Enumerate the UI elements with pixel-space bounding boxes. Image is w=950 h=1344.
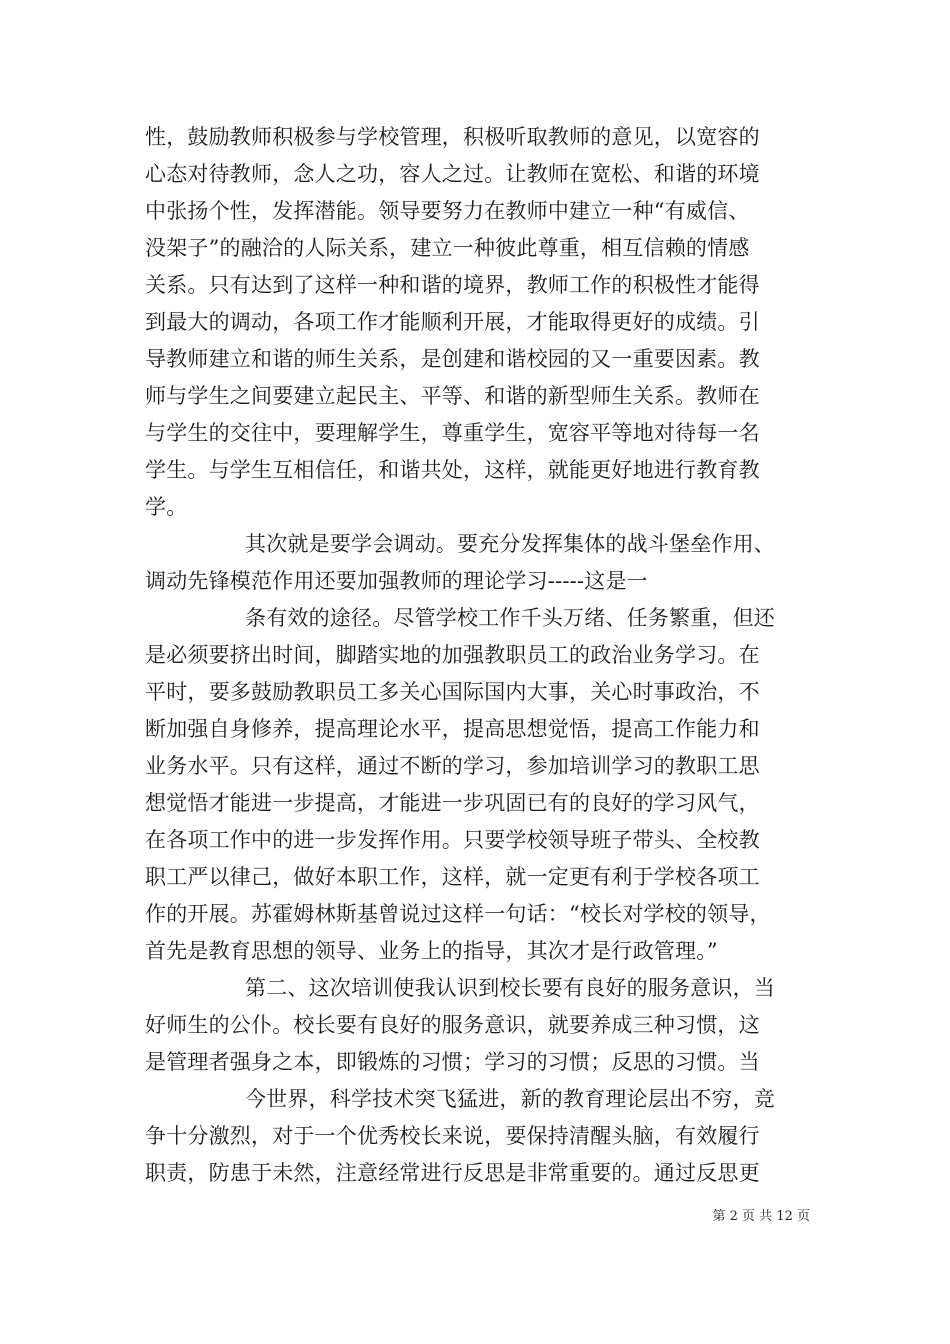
text-line: 职工严以律己，做好本职工作，这样，就一定更有利于学校各项工 xyxy=(145,865,760,889)
text-line: 断加强自身修养，提高理论水平，提高思想觉悟，提高工作能力和 xyxy=(145,717,760,741)
text-line: 作的开展。苏霍姆林斯基曾说过这样一句话：“校长对学校的领导， xyxy=(145,902,771,926)
text-line: 导教师建立和谐的师生关系，是创建和谐校园的又一重要因素。教 xyxy=(145,347,760,371)
text-line: 学生。与学生互相信任，和谐共处，这样，就能更好地进行教育教 xyxy=(145,458,760,482)
text-line: 争十分激烈，对于一个优秀校长来说，要保持清醒头脑，有效履行 xyxy=(145,1124,760,1148)
text-line: 性，鼓励教师积极参与学校管理，积极听取教师的意见，以宽容的 xyxy=(145,125,760,149)
text-line: 其次就是要学会调动。要充分发挥集体的战斗堡垒作用、 xyxy=(245,532,775,556)
text-line: 与学生的交往中，要理解学生，尊重学生，宽容平等地对待每一名 xyxy=(145,421,760,445)
text-line: 学。 xyxy=(145,495,188,519)
text-line: 想觉悟才能进一步提高，才能进一步巩固已有的良好的学习风气， xyxy=(145,791,760,815)
text-line: 职责，防患于未然，注意经常进行反思是非常重要的。通过反思更 xyxy=(145,1161,760,1185)
text-line: 条有效的途径。尽管学校工作千头万绪、任务繁重，但还 xyxy=(245,606,775,630)
text-line: 关系。只有达到了这样一种和谐的境界，教师工作的积极性才能得 xyxy=(145,273,760,297)
text-line: 业务水平。只有这样，通过不断的学习，参加培训学习的教职工思 xyxy=(145,754,760,778)
text-line: 是管理者强身之本，即锻炼的习惯；学习的习惯；反思的习惯。当 xyxy=(145,1050,760,1074)
text-line: 调动先锋模范作用还要加强教师的理论学习-----这是一 xyxy=(145,569,648,593)
text-line: 师与学生之间要建立起民主、平等、和谐的新型师生关系。教师在 xyxy=(145,384,760,408)
text-line: 是必须要挤出时间，脚踏实地的加强教职员工的政治业务学习。在 xyxy=(145,643,760,667)
text-line: 中张扬个性，发挥潜能。领导要努力在教师中建立一种“有威信、 xyxy=(145,199,750,223)
text-line: 首先是教育思想的领导、业务上的指导，其次才是行政管理。” xyxy=(145,939,718,963)
page-number: 第 2 页 共 12 页 xyxy=(712,1209,810,1224)
text-line: 平时，要多鼓励教职员工多关心国际国内大事，关心时事政治，不 xyxy=(145,680,760,704)
text-line: 没架子”的融洽的人际关系，建立一种彼此尊重，相互信赖的情感 xyxy=(145,236,750,260)
text-line: 心态对待教师，念人之功，容人之过。让教师在宽松、和谐的环境 xyxy=(145,162,760,186)
text-line: 到最大的调动，各项工作才能顺利开展，才能取得更好的成绩。引 xyxy=(145,310,760,334)
text-line: 今世界，科学技术突飞猛进，新的教育理论层出不穷，竞 xyxy=(245,1087,775,1111)
text-line: 在各项工作中的进一步发挥作用。只要学校领导班子带头、全校教 xyxy=(145,828,760,852)
text-line: 好师生的公仆。校长要有良好的服务意识，就要养成三种习惯，这 xyxy=(145,1013,760,1037)
body-text xyxy=(145,119,810,1192)
text-line: 第二、这次培训使我认识到校长要有良好的服务意识，当 xyxy=(245,976,775,1000)
